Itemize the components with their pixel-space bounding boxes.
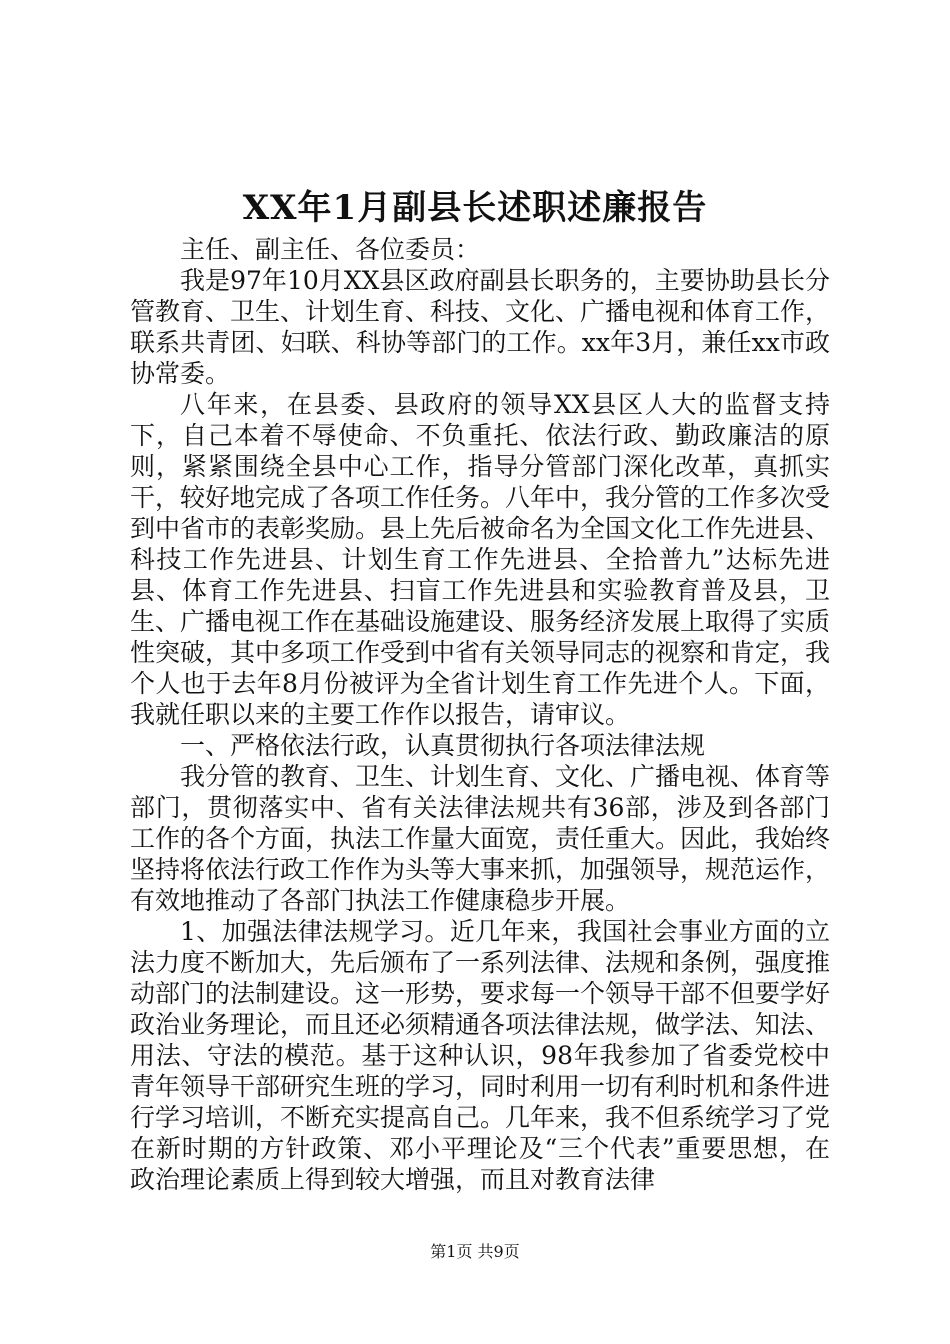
- body-paragraph: 八年来，在县委、县政府的领导XX县区人大的监督支持下，自己本着不辱使命、不负重托、依法行政、勤政廉洁的原则，紧紧围绕全县中心工作，指导分管部门深化改革，真抓实干，较好地完成了各项工作任务。八年中，我分管的工作多次受到中省市的表彰奖励。县上先后被命名为全国文化工作先进县、科技工作先进县、计划生育工作先进县、全拾普九”达标先进县、体育工作先进县、扫盲工作先进县和实验教育普及县，卫生、广播电视工作在基础设施建设、服务经济发展上取得了实质性突破，其中多项工作受到中省有关领导同志的视察和肯定，我个人也于去年8月份被评为全省计划生育工作先进个人。下面，我就任职以来的主要工作作以报告，请审议。: [130, 390, 831, 729]
- page-footer: 第1页 共9页: [430, 1242, 520, 1261]
- body-paragraph: 我是97年10月XX县区政府副县长职务的，主要协助县长分管教育、卫生、计划生育、科技、文化、广播电视和体育工作，联系共青团、妇联、科协等部门的工作。xx年3月，兼任xx市政协常委。: [130, 266, 831, 388]
- body-paragraph: 1、加强法律法规学习。近几年来，我国社会事业方面的立法力度不断加大，先后颁布了一系列法律、法规和条例，强度推动部门的法制建设。这一形势，要求每一个领导干部不但要学好政治业务理论，而且还必须精通各项法律法规，做学法、知法、用法、守法的模范。基于这种认识，98年我参加了省委党校中青年领导干部研究生班的学习，同时利用一切有利时机和条件进行学习培训，不断充实提高自己。几年来，我不但系统学习了党在新时期的方针政策、邓小平理论及“三个代表”重要思想，在政治理论素质上得到较大增强，而且对教育法律: [130, 917, 831, 1194]
- body-paragraph: 我分管的教育、卫生、计划生育、文化、广播电视、体育等部门，贯彻落实中、省有关法律法规共有36部，涉及到各部门工作的各个方面，执法工作量大面宽，责任重大。因此，我始终坚持将依法行政工作作为头等大事来抓，加强领导，规范运作，有效地推动了各部门执法工作健康稳步开展。: [130, 762, 831, 915]
- document-body: [130, 234, 830, 1195]
- document-title: XX年1月副县长述职述廉报告: [242, 188, 708, 228]
- section-heading: 一、严格依法行政，认真贯彻执行各项法律法规: [180, 731, 706, 760]
- salutation-paragraph: 主任、副主任、各位委员：: [180, 235, 481, 264]
